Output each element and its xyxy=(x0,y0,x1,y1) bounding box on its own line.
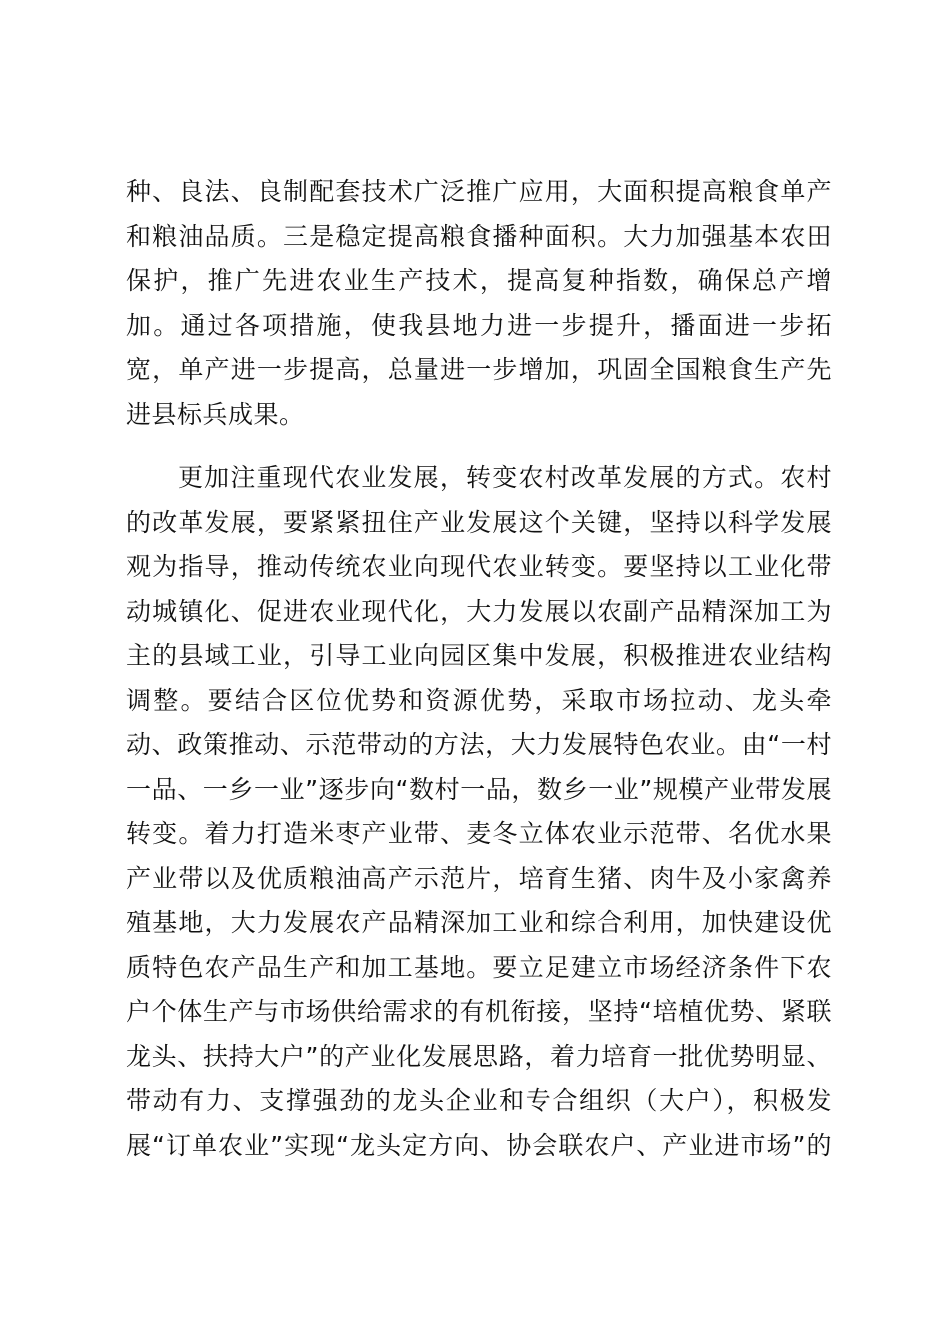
paragraph-line: 带动有力、支撑强劲的龙头企业和专合组织（大户），积极发 xyxy=(126,1086,832,1115)
paragraph-line: 转变。着力打造米枣产业带、麦冬立体农业示范带、名优水果 xyxy=(126,819,832,848)
paragraph-line: 调整。要结合区位优势和资源优势，采取市场拉动、龙头牵 xyxy=(126,685,832,715)
paragraph-line: 质特色农产品生产和加工基地。要立足建立市场经济条件下农 xyxy=(126,952,832,982)
paragraph-line: 殖基地，大力发展农产品精深加工业和综合利用，加快建设优 xyxy=(126,908,832,937)
paragraph-line: 产业带以及优质粮油高产示范片，培育生猪、肉牛及小家禽养 xyxy=(126,863,832,893)
paragraph-line: 和粮油品质。三是稳定提高粮食播种面积。大力加强基本农田 xyxy=(126,221,832,251)
paragraph-2 xyxy=(126,456,832,1168)
paragraph-1 xyxy=(126,170,832,437)
paragraph-line: 宽，单产进一步提高，总量进一步增加，巩固全国粮食生产先 xyxy=(126,355,832,384)
paragraph-line: 更加注重现代农业发展，转变农村改革发展的方式。农村 xyxy=(178,463,832,492)
paragraph-line: 种、良法、良制配套技术广泛推广应用，大面积提高粮食单产 xyxy=(126,177,832,206)
paragraph-line: 龙头、扶持大户”的产业化发展思路，着力培育一批优势明显、 xyxy=(126,1041,832,1071)
paragraph-line: 保护，推广先进农业生产技术，提高复种指数，确保总产增 xyxy=(126,266,832,295)
paragraph-line: 动、政策推动、示范带动的方法，大力发展特色农业。由“一村 xyxy=(126,730,832,759)
paragraph-line: 观为指导，推动传统农业向现代农业转变。要坚持以工业化带 xyxy=(126,552,832,581)
paragraph-line: 进县标兵成果。 xyxy=(126,399,305,429)
paragraph-line: 加。通过各项措施，使我县地力进一步提升，播面进一步拓 xyxy=(126,310,832,340)
paragraph-line: 一品、一乡一业”逐步向“数村一品，数乡一业”规模产业带发展 xyxy=(126,774,832,804)
paragraph-line: 展“订单农业”实现“龙头定方向、协会联农户、产业进市场”的 xyxy=(126,1130,832,1160)
paragraph-line: 主的县域工业，引导工业向园区集中发展，积极推进农业结构 xyxy=(126,641,832,670)
paragraph-line: 动城镇化、促进农业现代化，大力发展以农副产品精深加工为 xyxy=(126,596,832,626)
paragraph-line: 户个体生产与市场供给需求的有机衔接，坚持“培植优势、紧联 xyxy=(126,997,832,1026)
paragraph-line: 的改革发展，要紧紧扭住产业发展这个关键，坚持以科学发展 xyxy=(126,507,832,537)
